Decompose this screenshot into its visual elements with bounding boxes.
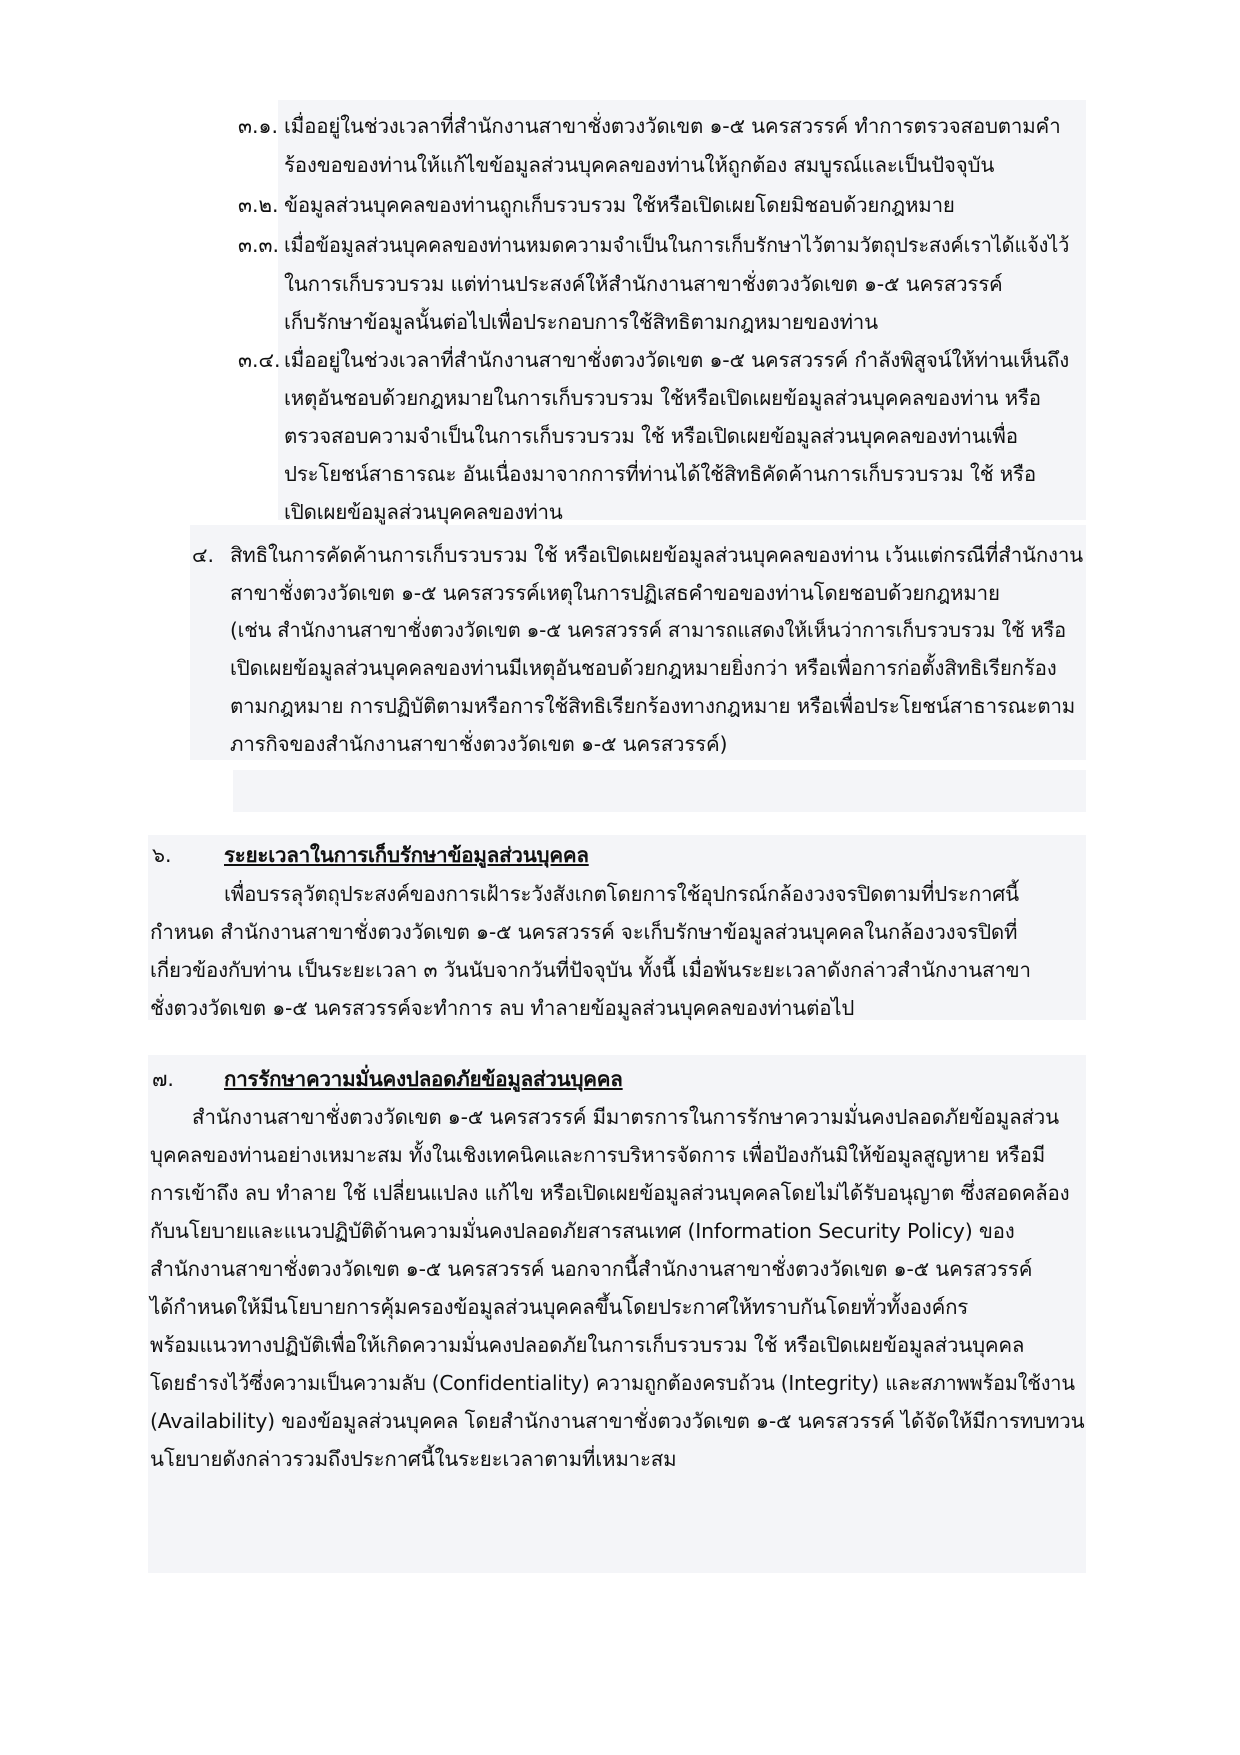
paragraph-line: เกี่ยวข้องกับท่าน เป็นระยะเวลา ๓ วันนับจากวันที่ปัจจุบัน ทั้งนี้ เมื่อพ้นระยะเวลาดังกล่าวสำนักงานสาขา xyxy=(150,958,1031,982)
sub-item-line: ประโยชน์สาธารณะ อันเนื่องมาจากการที่ท่านได้ใช้สิทธิคัดค้านการเก็บรวบรวม ใช้ หรือ xyxy=(284,462,1036,486)
sub-item-line: เมื่อข้อมูลส่วนบุคคลของท่านหมดความจำเป็นในการเก็บรักษาไว้ตามวัตถุประสงค์เราได้แจ้งไว้ xyxy=(284,233,1070,257)
sub-item-line: เหตุอันชอบด้วยกฎหมายในการเก็บรวบรวม ใช้หรือเปิดเผยข้อมูลส่วนบุคคลของท่าน หรือ xyxy=(284,386,1041,410)
paragraph-line: กำหนด สำนักงานสาขาชั่งตวงวัดเขต ๑-๕ นครสวรรค์ จะเก็บรักษาข้อมูลส่วนบุคคลในกล้องวงจรปิดที่ xyxy=(150,920,1018,944)
paragraph-line: โดยธำรงไว้ซึ่งความเป็นความลับ (Confidentiality) ความถูกต้องครบถ้วน (Integrity) และสภาพพร้อมใช้งาน xyxy=(150,1371,1075,1395)
section-heading: การรักษาความมั่นคงปลอดภัยข้อมูลส่วนบุคคล xyxy=(224,1067,623,1091)
item-line: สาขาชั่งตวงวัดเขต ๑-๕ นครสวรรค์เหตุในการปฏิเสธคำขอของท่านโดยชอบด้วยกฎหมาย xyxy=(230,581,1000,605)
paragraph-line: บุคคลของท่านอย่างเหมาะสม ทั้งในเชิงเทคนิคและการบริหารจัดการ เพื่อป้องกันมิให้ข้อมูลสูญหาย หรือมี xyxy=(150,1143,1046,1167)
item-line: ตามกฎหมาย การปฏิบัติตามหรือการใช้สิทธิเรียกร้องทางกฎหมาย หรือเพื่อประโยชน์สาธารณะตาม xyxy=(230,694,1076,718)
sub-item-number: ๓.๑. xyxy=(238,114,279,138)
sub-item-number: ๓.๒. xyxy=(238,193,279,217)
item-line: (เช่น สำนักงานสาขาชั่งตวงวัดเขต ๑-๕ นครสวรรค์ สามารถแสดงให้เห็นว่าการเก็บรวบรวม ใช้ หรือ xyxy=(230,618,1066,642)
shade-block-gap xyxy=(233,770,1086,812)
item-number: ๔. xyxy=(192,543,215,567)
paragraph-line: (Availability) ของข้อมูลส่วนบุคคล โดยสำนักงานสาขาชั่งตวงวัดเขต ๑-๕ นครสวรรค์ ได้จัดให้มีการทบทวน xyxy=(150,1409,1085,1433)
paragraph-line: การเข้าถึง ลบ ทำลาย ใช้ เปลี่ยนแปลง แก้ไข หรือเปิดเผยข้อมูลส่วนบุคคลโดยไม่ได้รับอนุญาต ซึ่งสอดคล้อง xyxy=(150,1181,1070,1205)
sub-item-line: ตรวจสอบความจำเป็นในการเก็บรวบรวม ใช้ หรือเปิดเผยข้อมูลส่วนบุคคลของท่านเพื่อ xyxy=(284,424,1018,448)
item-line: เปิดเผยข้อมูลส่วนบุคคลของท่านมีเหตุอันชอบด้วยกฎหมายยิ่งกว่า หรือเพื่อการก่อตั้งสิทธิเรียกร้อง xyxy=(230,656,1057,680)
sub-item-number: ๓.๓. xyxy=(238,233,280,257)
paragraph-line: ชั่งตวงวัดเขต ๑-๕ นครสวรรค์จะทำการ ลบ ทำลายข้อมูลส่วนบุคคลของท่านต่อไป xyxy=(150,996,855,1020)
sub-item-line: ร้องขอของท่านให้แก้ไขข้อมูลส่วนบุคคลของท่านให้ถูกต้อง สมบูรณ์และเป็นปัจจุบัน xyxy=(284,153,995,177)
sub-item-line: ในการเก็บรวบรวม แต่ท่านประสงค์ให้สำนักงานสาขาชั่งตวงวัดเขต ๑-๕ นครสวรรค์ xyxy=(284,272,1003,296)
paragraph-line: เพื่อบรรลุวัตถุประสงค์ของการเฝ้าระวังสังเกตโดยการใช้อุปกรณ์กล้องวงจรปิดตามที่ประกาศนี้ xyxy=(224,882,1019,906)
paragraph-line: สำนักงานสาขาชั่งตวงวัดเขต ๑-๕ นครสวรรค์ นอกจากนี้สำนักงานสาขาชั่งตวงวัดเขต ๑-๕ นครสวรรค์ xyxy=(150,1257,1033,1281)
paragraph-line: กับนโยบายและแนวปฏิบัติด้านความมั่นคงปลอดภัยสารสนเทศ (Information Security Policy) ของ xyxy=(150,1219,1015,1243)
sub-item-line: เปิดเผยข้อมูลส่วนบุคคลของท่าน xyxy=(284,500,563,524)
sub-item-line: เมื่ออยู่ในช่วงเวลาที่สำนักงานสาขาชั่งตวงวัดเขต ๑-๕ นครสวรรค์ กำลังพิสูจน์ให้ท่านเห็นถึง xyxy=(284,348,1069,372)
section-heading: ระยะเวลาในการเก็บรักษาข้อมูลส่วนบุคคล xyxy=(224,843,589,867)
paragraph-line: พร้อมแนวทางปฏิบัติเพื่อให้เกิดความมั่นคงปลอดภัยในการเก็บรวบรวม ใช้ หรือเปิดเผยข้อมูลส่วนบุคคล xyxy=(150,1333,1025,1357)
sub-item-number: ๓.๔. xyxy=(238,348,281,372)
paragraph-line: สำนักงานสาขาชั่งตวงวัดเขต ๑-๕ นครสวรรค์ มีมาตรการในการรักษาความมั่นคงปลอดภัยข้อมูลส่วน xyxy=(192,1105,1059,1129)
paragraph-line: ได้กำหนดให้มีนโยบายการคุ้มครองข้อมูลส่วนบุคคลขึ้นโดยประกาศให้ทราบกันโดยทั่วทั้งองค์กร xyxy=(150,1295,969,1319)
sub-item-line: เมื่ออยู่ในช่วงเวลาที่สำนักงานสาขาชั่งตวงวัดเขต ๑-๕ นครสวรรค์ ทำการตรวจสอบตามคำ xyxy=(284,114,1061,138)
sub-item-line: ข้อมูลส่วนบุคคลของท่านถูกเก็บรวบรวม ใช้หรือเปิดเผยโดยมิชอบด้วยกฎหมาย xyxy=(284,193,955,217)
section-number: ๖. xyxy=(152,843,172,867)
item-line: สิทธิในการคัดค้านการเก็บรวบรวม ใช้ หรือเปิดเผยข้อมูลส่วนบุคคลของท่าน เว้นแต่กรณีที่สำนักงาน xyxy=(230,543,1083,567)
sub-item-line: เก็บรักษาข้อมูลนั้นต่อไปเพื่อประกอบการใช้สิทธิตามกฎหมายของท่าน xyxy=(284,310,878,334)
paragraph-line: นโยบายดังกล่าวรวมถึงประกาศนี้ในระยะเวลาตามที่เหมาะสม xyxy=(150,1447,677,1471)
section-number: ๗. xyxy=(152,1067,174,1091)
item-line: ภารกิจของสำนักงานสาขาชั่งตวงวัดเขต ๑-๕ นครสวรรค์) xyxy=(230,732,728,756)
